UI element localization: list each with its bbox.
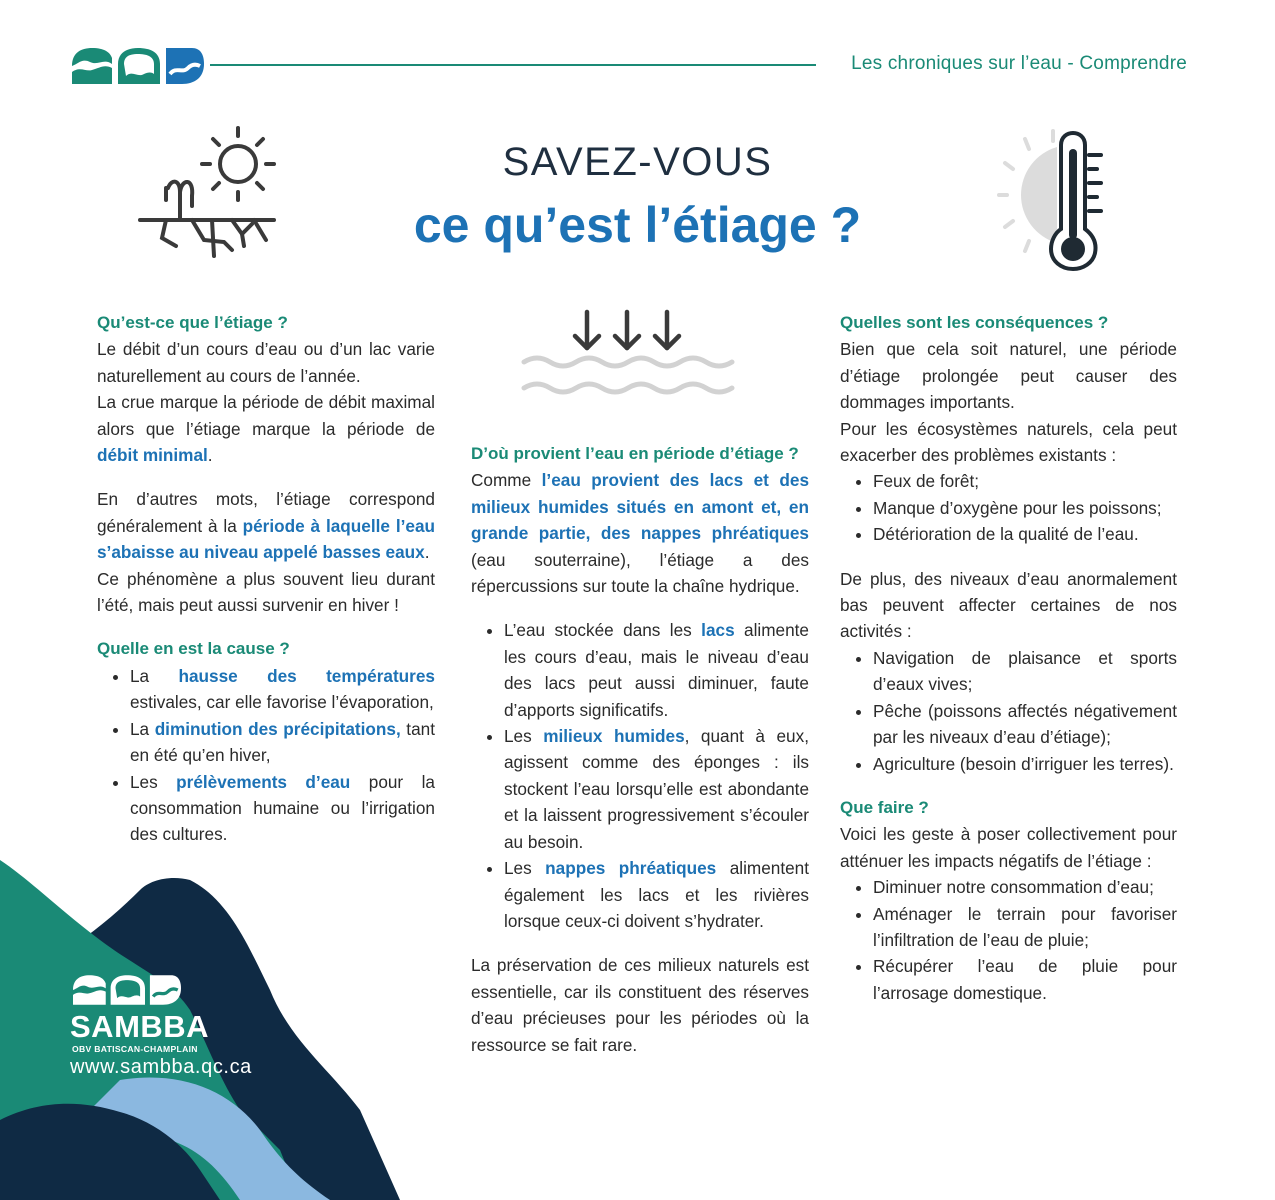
paragraph: Voici les geste à poser collectivement pour atténuer les impacts négatifs de l’étiage :: [840, 824, 1177, 871]
list-item: • La diminution des précipitations, tant en été qu’en hiver,: [130, 716, 435, 769]
low-water-arrows-icon: [518, 308, 738, 404]
series-title: Les chroniques sur l’eau - Comprendre: [851, 53, 1187, 74]
header-divider: [210, 64, 816, 66]
highlight: prélèvements d’eau: [176, 771, 351, 792]
paragraph: Pour les écosystèmes naturels, cela peut exacerber des problèmes existants :: [840, 418, 1177, 466]
list-item: • Aménager le terrain pour favoriser l’infiltration de l’eau de pluie;: [873, 901, 1177, 954]
highlight: hausse des températures: [178, 665, 435, 686]
section-heading-definition: Qu’est-ce que l’étiage ?: [97, 313, 288, 332]
list-item: • Récupérer l’eau de pluie pour l’arrosage domestique.: [873, 953, 1177, 1006]
activities-list: [840, 645, 1177, 777]
list-item: • Navigation de plaisance et sports d’eaux vives;: [873, 645, 1177, 698]
section-heading-cause: Quelle en est la cause ?: [97, 639, 290, 659]
list-item: • Les prélèvements d’eau pour la consommation humaine ou l’irrigation des cultures.: [130, 769, 435, 848]
thermometer-sun-icon: [995, 125, 1110, 273]
section-heading-source: D’où provient l’eau en période d’étiage ?: [471, 444, 799, 463]
list-item: • Pêche (poissons affectés négativement par les niveaux d’eau d’étiage);: [873, 698, 1177, 751]
list-item: • Agriculture (besoin d’irriguer les terres).: [873, 751, 1177, 777]
list-item: • Les milieux humides, quant à eux, agissent comme des éponges : ils stockent l’eau lorsqu’elle est abondante et la laissent progressivement s’écouler au besoin.: [504, 723, 809, 855]
cause-list: [97, 663, 435, 848]
paragraph: De plus, des niveaux d’eau anormalement bas peuvent affecter certaines de nos activités :: [840, 568, 1177, 642]
title-kicker: SAVEZ-VOUS: [502, 140, 773, 184]
list-item: • Diminuer notre consommation d’eau;: [873, 874, 1177, 900]
highlight: période à laquelle l’eau s’abaisse au niveau appelé basses eaux: [97, 515, 435, 563]
list-item: • Les nappes phréatiques alimentent également les lacs et les rivières lorsque ceux-ci doivent s’hydrater.: [504, 855, 809, 934]
ecosystem-list: [840, 468, 1177, 547]
page-title: ce qu’est l’étiage ?: [413, 197, 862, 253]
section-heading-actions: Que faire ?: [840, 797, 929, 817]
sambba-logo-footer: [70, 972, 184, 1008]
list-item: • Manque d’oxygène pour les poissons;: [873, 495, 1177, 521]
org-subtitle: OBV BATISCAN-CHAMPLAIN: [72, 1044, 198, 1054]
highlight: lacs: [701, 620, 735, 641]
paragraph: Ce phénomène a plus souvent lieu durant l’été, mais peut aussi survenir en hiver !: [97, 568, 435, 616]
column-source: [471, 441, 809, 1058]
list-item: • La hausse des températures estivales, car elle favorise l’évaporation,: [130, 663, 435, 716]
paragraph: Bien que cela soit naturel, une période d’étiage prolongée peut causer des dommages importants.: [840, 339, 1177, 413]
highlight: diminution des précipitations,: [154, 718, 401, 739]
highlight: nappes phréatiques: [545, 858, 717, 879]
paragraph: La crue marque la période de débit maximal alors que l’étiage marque la période de débit minimal.: [97, 392, 435, 466]
sambba-logo-header: [70, 44, 206, 88]
list-item: • L’eau stockée dans les lacs alimente les cours d’eau, mais le niveau d’eau des lacs peut aussi diminuer, faute d’apports significatifs.: [504, 617, 809, 723]
source-list: [471, 617, 809, 934]
paragraph: La préservation de ces milieux naturels est essentielle, car ils constituent des réserves d’eau précieuses pour les périodes où la ressource se fait rare.: [471, 955, 809, 1055]
section-heading-consequences: Quelles sont les conséquences ?: [840, 313, 1109, 332]
list-item: • Détérioration de la qualité de l’eau.: [873, 521, 1177, 547]
list-item: • Feux de forêt;: [873, 468, 1177, 494]
highlight: milieux humides: [543, 726, 685, 747]
highlight: débit minimal: [97, 445, 208, 466]
highlight: l’eau provient des lacs et des milieux humides situés en amont et, en grande partie, des nappes phréatiques: [471, 470, 809, 544]
column-consequences: [840, 310, 1177, 1006]
column-definition: [97, 310, 435, 848]
paragraph: Le débit d’un cours d’eau ou d’un lac varie naturellement au cours de l’année.: [97, 339, 435, 386]
paragraph: Comme l’eau provient des lacs et des milieux humides situés en amont et, en grande partie, des nappes phréatiques (eau souterraine), l’étiage a des répercussions sur toute la chaîne hydrique.: [471, 470, 809, 597]
org-name: SAMBBA: [70, 1009, 210, 1044]
actions-list: [840, 874, 1177, 1006]
paragraph: En d’autres mots, l’étiage correspond généralement à la période à laquelle l’eau s’abaisse au niveau appelé basses eaux.: [97, 489, 435, 563]
website-link[interactable]: www.sambba.qc.ca: [70, 1056, 252, 1078]
